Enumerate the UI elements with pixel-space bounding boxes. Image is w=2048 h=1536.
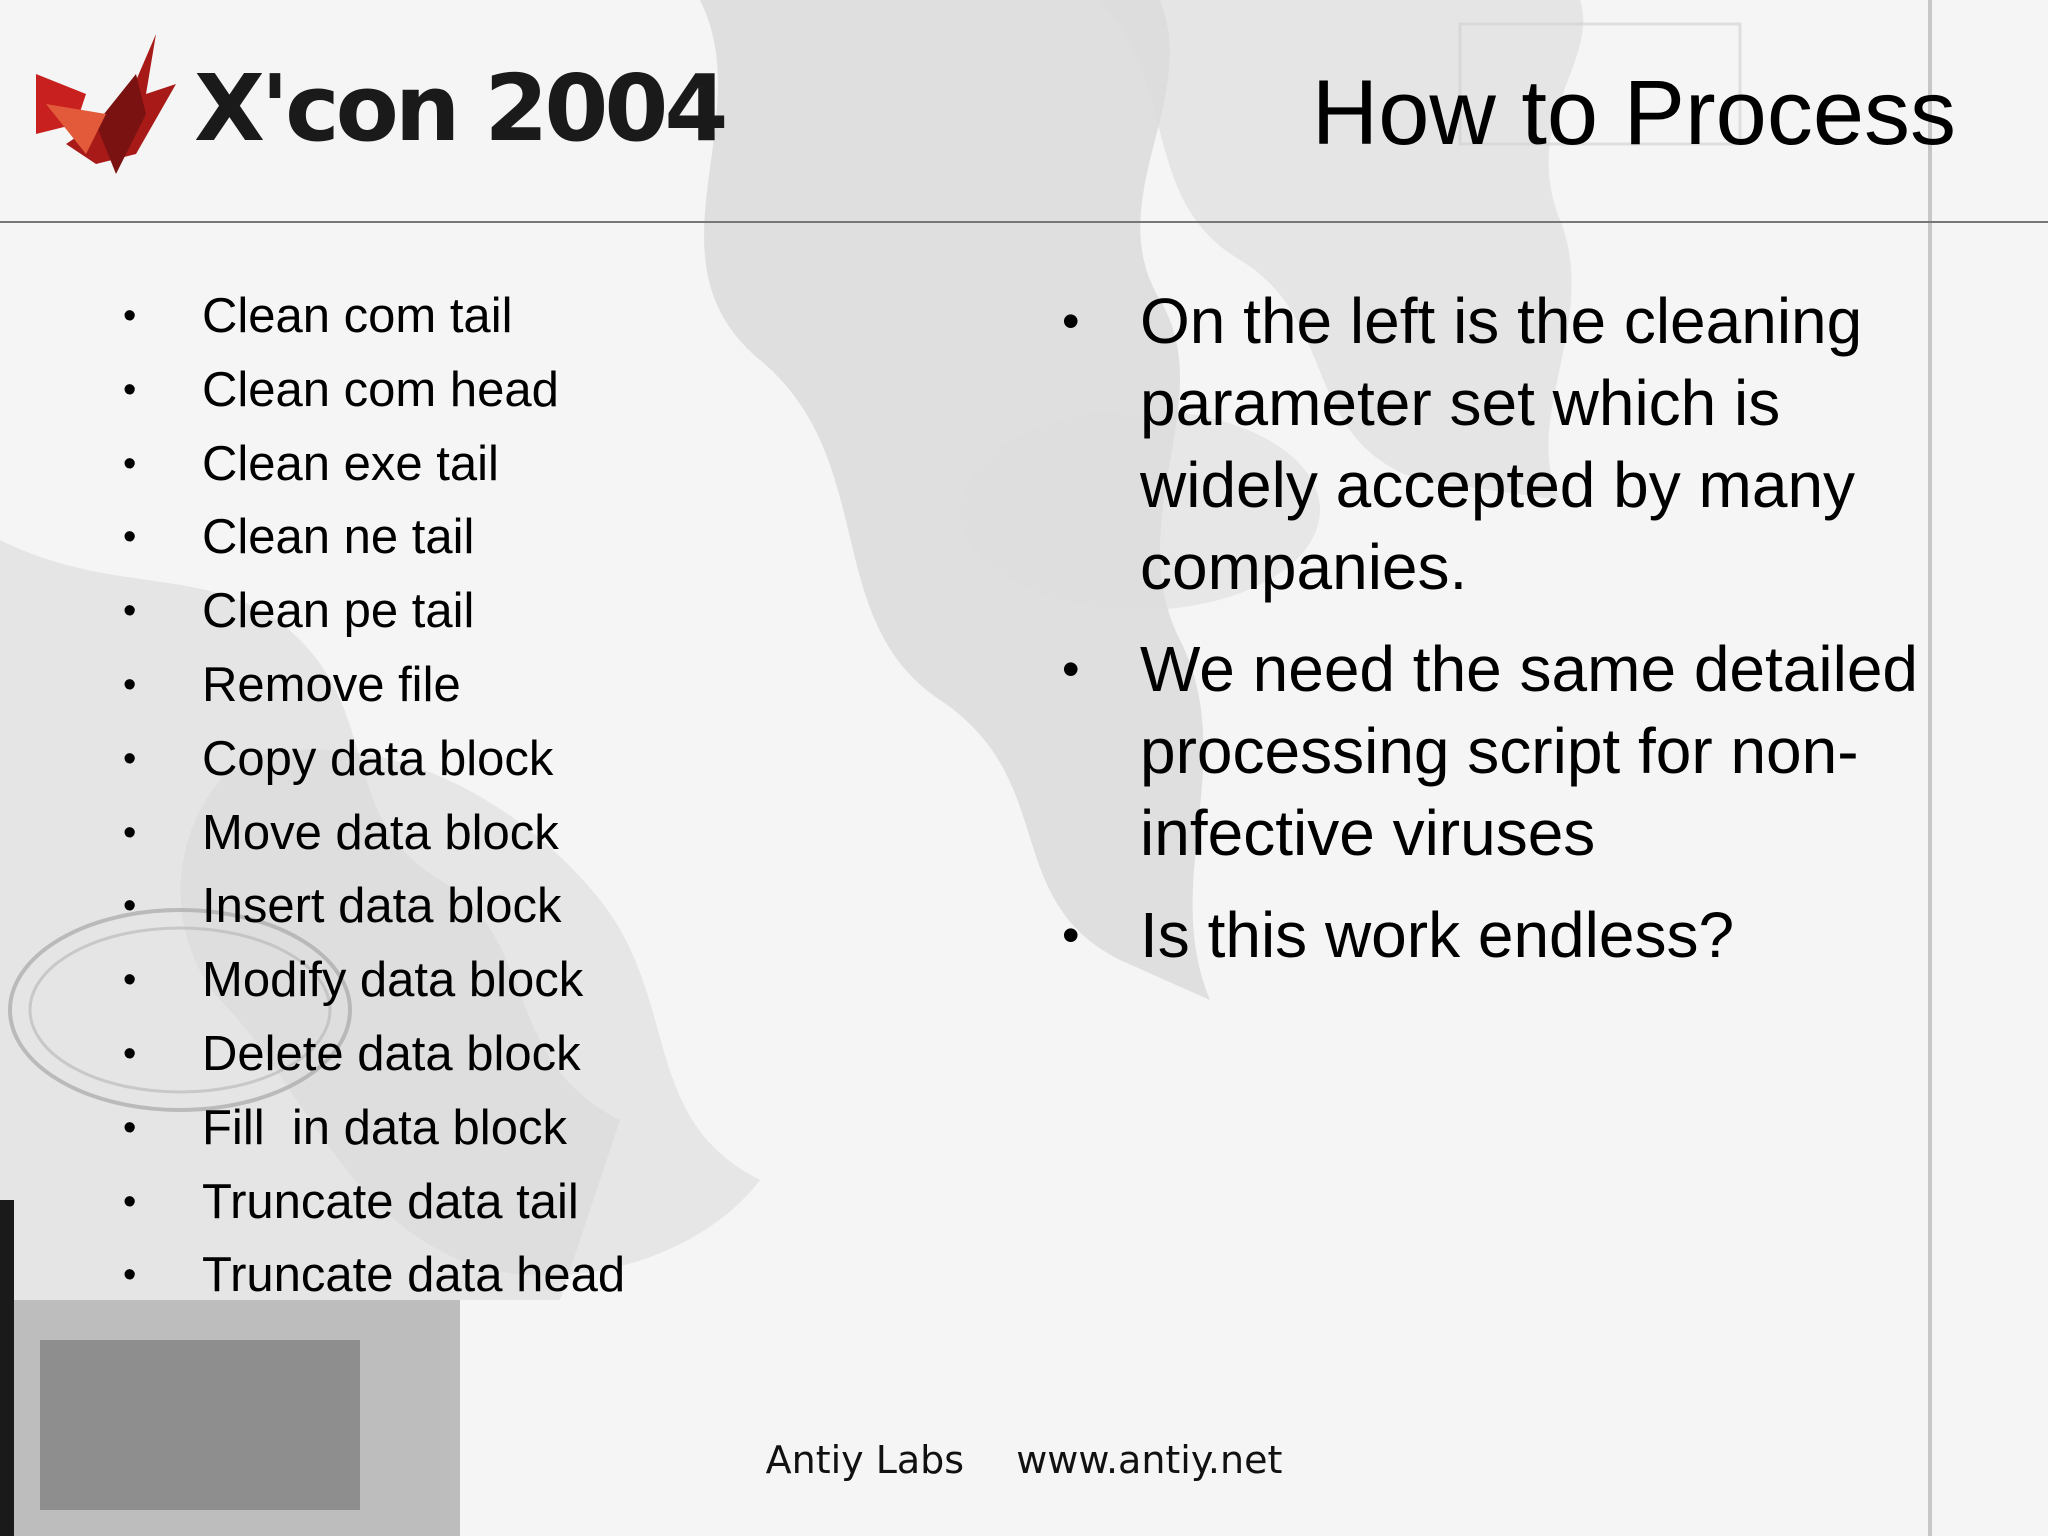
list-item: • Clean ne tail [118, 501, 625, 575]
list-item: • Clean com tail [118, 280, 625, 354]
xcon-logo [36, 34, 724, 184]
list-item: • Clean pe tail [118, 575, 625, 649]
list-item: • Clean exe tail [118, 428, 625, 502]
list-item: • Insert data block [118, 870, 625, 944]
list-item: • Modify data block [118, 944, 625, 1018]
explanation-list [1062, 280, 1942, 996]
list-item: • Remove file [118, 649, 625, 723]
logo-wordmark: X'con 2004 [194, 55, 725, 162]
list-item: • Copy data block [118, 723, 625, 797]
list-item: • Fill in data block [118, 1092, 625, 1166]
title-divider [0, 221, 2048, 223]
list-item: • Truncate data tail [118, 1166, 625, 1240]
cleaning-parameter-list [118, 280, 625, 1313]
list-item: • Move data block [118, 797, 625, 871]
list-item: • Is this work endless? [1062, 894, 1942, 976]
slide-title: How to Process [1311, 62, 1956, 164]
list-item: • We need the same detailed processing script for non-infective viruses [1062, 628, 1942, 874]
footer-company: Antiy Labs [765, 1438, 965, 1482]
xcon-flame-icon [36, 34, 186, 184]
list-item: • Clean com head [118, 354, 625, 428]
list-item: • On the left is the cleaning parameter set which is widely accepted by many companies. [1062, 280, 1942, 608]
list-item: • Delete data block [118, 1018, 625, 1092]
footer-url: www.antiy.net [1016, 1438, 1283, 1482]
footer [0, 1438, 2048, 1482]
list-item: • Truncate data head [118, 1239, 625, 1313]
